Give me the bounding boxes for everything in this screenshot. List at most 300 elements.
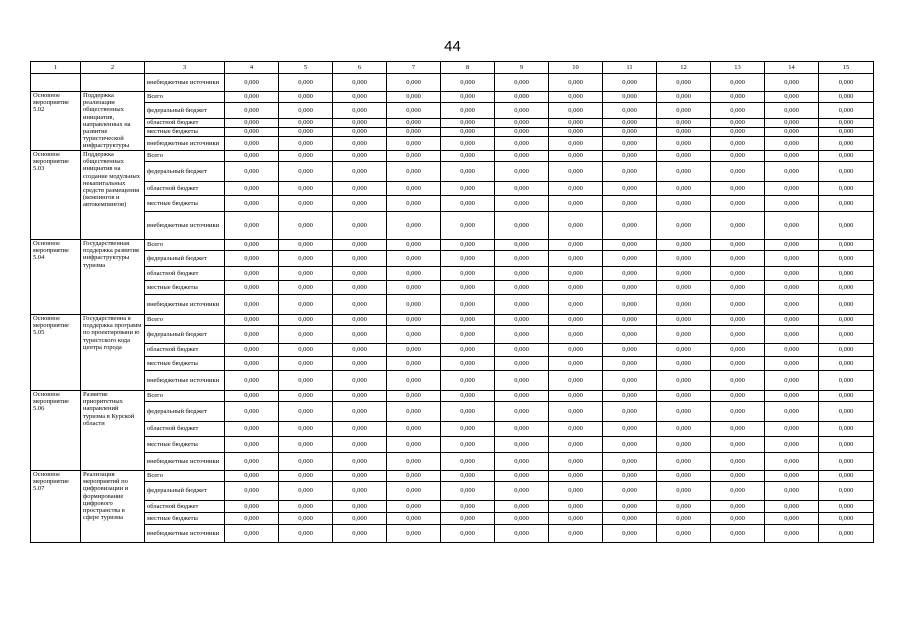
value-cell: 0,000	[819, 482, 874, 501]
value-cell: 0,000	[819, 357, 874, 371]
value-cell: 0,000	[765, 501, 819, 513]
value-cell: 0,000	[819, 103, 874, 119]
value-cell: 0,000	[657, 162, 711, 182]
value-cell: 0,000	[549, 212, 603, 240]
value-cell: 0,000	[819, 344, 874, 357]
value-cell: 0,000	[441, 471, 495, 482]
value-cell: 0,000	[711, 74, 765, 92]
column-header: 1	[31, 62, 81, 74]
continuation-code-cell	[31, 74, 81, 92]
value-cell: 0,000	[333, 212, 387, 240]
value-cell: 0,000	[333, 402, 387, 422]
value-cell: 0,000	[657, 103, 711, 119]
value-cell: 0,000	[387, 391, 441, 402]
value-cell: 0,000	[441, 212, 495, 240]
value-cell: 0,000	[819, 119, 874, 128]
value-cell: 0,000	[657, 137, 711, 151]
value-cell: 0,000	[819, 471, 874, 482]
value-cell: 0,000	[603, 196, 657, 212]
value-cell: 0,000	[603, 151, 657, 162]
value-cell: 0,000	[657, 315, 711, 326]
value-cell: 0,000	[657, 357, 711, 371]
funding-source-label: внебюджетные источники	[145, 525, 225, 543]
value-cell: 0,000	[279, 196, 333, 212]
table-row	[31, 162, 874, 182]
value-cell: 0,000	[279, 74, 333, 92]
table-row	[31, 196, 874, 212]
value-cell: 0,000	[441, 391, 495, 402]
table-row	[31, 326, 874, 344]
value-cell: 0,000	[387, 422, 441, 437]
table-row	[31, 422, 874, 437]
value-cell: 0,000	[657, 182, 711, 196]
value-cell: 0,000	[279, 295, 333, 315]
value-cell: 0,000	[711, 267, 765, 281]
value-cell: 0,000	[333, 453, 387, 471]
value-cell: 0,000	[603, 391, 657, 402]
value-cell: 0,000	[765, 92, 819, 103]
funding-source-label: Всего	[145, 151, 225, 162]
value-cell: 0,000	[657, 402, 711, 422]
funding-source-label: федеральный бюджет	[145, 402, 225, 422]
value-cell: 0,000	[279, 240, 333, 251]
table-row	[31, 295, 874, 315]
value-cell: 0,000	[819, 74, 874, 92]
value-cell: 0,000	[225, 371, 279, 391]
value-cell: 0,000	[441, 103, 495, 119]
value-cell: 0,000	[279, 326, 333, 344]
value-cell: 0,000	[657, 501, 711, 513]
value-cell: 0,000	[549, 128, 603, 137]
value-cell: 0,000	[711, 326, 765, 344]
value-cell: 0,000	[711, 295, 765, 315]
value-cell: 0,000	[495, 525, 549, 543]
value-cell: 0,000	[333, 137, 387, 151]
value-cell: 0,000	[819, 251, 874, 267]
table-row	[31, 137, 874, 151]
funding-source-label: областной бюджет	[145, 501, 225, 513]
value-cell: 0,000	[333, 371, 387, 391]
value-cell: 0,000	[549, 402, 603, 422]
value-cell: 0,000	[657, 151, 711, 162]
value-cell: 0,000	[603, 267, 657, 281]
value-cell: 0,000	[441, 344, 495, 357]
value-cell: 0,000	[387, 212, 441, 240]
funding-source-label: местные бюджеты	[145, 281, 225, 295]
value-cell: 0,000	[225, 182, 279, 196]
value-cell: 0,000	[225, 212, 279, 240]
value-cell: 0,000	[387, 240, 441, 251]
value-cell: 0,000	[819, 162, 874, 182]
value-cell: 0,000	[711, 92, 765, 103]
value-cell: 0,000	[225, 344, 279, 357]
value-cell: 0,000	[603, 371, 657, 391]
value-cell: 0,000	[495, 402, 549, 422]
value-cell: 0,000	[441, 128, 495, 137]
value-cell: 0,000	[765, 525, 819, 543]
value-cell: 0,000	[333, 344, 387, 357]
value-cell: 0,000	[549, 513, 603, 525]
value-cell: 0,000	[657, 453, 711, 471]
table-row	[31, 92, 874, 103]
value-cell: 0,000	[387, 281, 441, 295]
value-cell: 0,000	[549, 196, 603, 212]
table-row	[31, 128, 874, 137]
value-cell: 0,000	[765, 119, 819, 128]
table-row	[31, 315, 874, 326]
value-cell: 0,000	[603, 182, 657, 196]
value-cell: 0,000	[387, 513, 441, 525]
table-row	[31, 437, 874, 453]
value-cell: 0,000	[441, 357, 495, 371]
funding-source-label: внебюджетные источники	[145, 453, 225, 471]
funding-source-label: местные бюджеты	[145, 128, 225, 137]
value-cell: 0,000	[279, 92, 333, 103]
value-cell: 0,000	[603, 137, 657, 151]
value-cell: 0,000	[387, 162, 441, 182]
value-cell: 0,000	[549, 251, 603, 267]
value-cell: 0,000	[333, 196, 387, 212]
value-cell: 0,000	[387, 267, 441, 281]
value-cell: 0,000	[657, 525, 711, 543]
value-cell: 0,000	[765, 162, 819, 182]
value-cell: 0,000	[603, 482, 657, 501]
value-cell: 0,000	[495, 162, 549, 182]
value-cell: 0,000	[441, 453, 495, 471]
funding-source-label: Всего	[145, 471, 225, 482]
table-row	[31, 74, 874, 92]
value-cell: 0,000	[549, 162, 603, 182]
value-cell: 0,000	[279, 212, 333, 240]
column-header-row	[31, 62, 874, 74]
value-cell: 0,000	[495, 281, 549, 295]
value-cell: 0,000	[819, 267, 874, 281]
value-cell: 0,000	[225, 119, 279, 128]
value-cell: 0,000	[603, 240, 657, 251]
value-cell: 0,000	[657, 513, 711, 525]
value-cell: 0,000	[819, 501, 874, 513]
value-cell: 0,000	[225, 422, 279, 437]
value-cell: 0,000	[495, 295, 549, 315]
value-cell: 0,000	[819, 182, 874, 196]
value-cell: 0,000	[549, 119, 603, 128]
value-cell: 0,000	[819, 128, 874, 137]
value-cell: 0,000	[333, 471, 387, 482]
value-cell: 0,000	[765, 513, 819, 525]
value-cell: 0,000	[387, 344, 441, 357]
value-cell: 0,000	[333, 422, 387, 437]
value-cell: 0,000	[603, 128, 657, 137]
value-cell: 0,000	[657, 128, 711, 137]
value-cell: 0,000	[333, 92, 387, 103]
column-header: 2	[81, 62, 145, 74]
value-cell: 0,000	[387, 137, 441, 151]
value-cell: 0,000	[765, 371, 819, 391]
value-cell: 0,000	[495, 357, 549, 371]
value-cell: 0,000	[495, 251, 549, 267]
value-cell: 0,000	[819, 212, 874, 240]
value-cell: 0,000	[711, 281, 765, 295]
funding-source-label: местные бюджеты	[145, 437, 225, 453]
value-cell: 0,000	[387, 371, 441, 391]
value-cell: 0,000	[225, 196, 279, 212]
value-cell: 0,000	[279, 128, 333, 137]
value-cell: 0,000	[657, 281, 711, 295]
funding-source-label: внебюджетные источники	[145, 137, 225, 151]
column-header: 3	[145, 62, 225, 74]
value-cell: 0,000	[549, 471, 603, 482]
value-cell: 0,000	[711, 315, 765, 326]
funding-source-label: областной бюджет	[145, 119, 225, 128]
value-cell: 0,000	[333, 357, 387, 371]
measure-name: Поддержка реализации общественных инициатив, направленных на развитие туристической инфраструктуры	[81, 92, 145, 151]
value-cell: 0,000	[711, 344, 765, 357]
value-cell: 0,000	[279, 267, 333, 281]
column-header: 5	[279, 62, 333, 74]
value-cell: 0,000	[711, 103, 765, 119]
column-header: 13	[711, 62, 765, 74]
value-cell: 0,000	[495, 103, 549, 119]
funding-source-label: внебюджетные источники	[145, 371, 225, 391]
value-cell: 0,000	[279, 137, 333, 151]
value-cell: 0,000	[549, 267, 603, 281]
value-cell: 0,000	[549, 103, 603, 119]
value-cell: 0,000	[657, 251, 711, 267]
value-cell: 0,000	[765, 137, 819, 151]
value-cell: 0,000	[387, 74, 441, 92]
value-cell: 0,000	[495, 119, 549, 128]
value-cell: 0,000	[711, 182, 765, 196]
value-cell: 0,000	[657, 212, 711, 240]
column-header: 4	[225, 62, 279, 74]
value-cell: 0,000	[765, 391, 819, 402]
table-row	[31, 357, 874, 371]
value-cell: 0,000	[819, 391, 874, 402]
value-cell: 0,000	[387, 196, 441, 212]
value-cell: 0,000	[279, 151, 333, 162]
column-header: 15	[819, 62, 874, 74]
value-cell: 0,000	[819, 513, 874, 525]
value-cell: 0,000	[549, 482, 603, 501]
value-cell: 0,000	[819, 151, 874, 162]
value-cell: 0,000	[333, 119, 387, 128]
value-cell: 0,000	[441, 513, 495, 525]
table-row	[31, 182, 874, 196]
measure-name: Реализация мероприятий по цифровизации и формирование цифрового пространства в сфере туризма	[81, 471, 145, 543]
value-cell: 0,000	[279, 482, 333, 501]
column-header: 6	[333, 62, 387, 74]
value-cell: 0,000	[603, 471, 657, 482]
value-cell: 0,000	[765, 482, 819, 501]
value-cell: 0,000	[279, 525, 333, 543]
value-cell: 0,000	[441, 267, 495, 281]
value-cell: 0,000	[333, 281, 387, 295]
value-cell: 0,000	[495, 267, 549, 281]
value-cell: 0,000	[279, 251, 333, 267]
value-cell: 0,000	[387, 315, 441, 326]
value-cell: 0,000	[603, 501, 657, 513]
value-cell: 0,000	[711, 482, 765, 501]
table-row	[31, 281, 874, 295]
value-cell: 0,000	[387, 482, 441, 501]
value-cell: 0,000	[765, 295, 819, 315]
value-cell: 0,000	[765, 240, 819, 251]
value-cell: 0,000	[603, 251, 657, 267]
measure-name: Государственная поддержка развития инфраструктуры туризма	[81, 240, 145, 315]
value-cell: 0,000	[387, 251, 441, 267]
value-cell: 0,000	[603, 92, 657, 103]
value-cell: 0,000	[441, 74, 495, 92]
value-cell: 0,000	[657, 240, 711, 251]
value-cell: 0,000	[387, 402, 441, 422]
value-cell: 0,000	[333, 151, 387, 162]
table-row	[31, 251, 874, 267]
value-cell: 0,000	[549, 391, 603, 402]
value-cell: 0,000	[333, 251, 387, 267]
value-cell: 0,000	[603, 357, 657, 371]
value-cell: 0,000	[387, 92, 441, 103]
page-number: 44	[444, 38, 461, 55]
value-cell: 0,000	[387, 119, 441, 128]
value-cell: 0,000	[549, 326, 603, 344]
value-cell: 0,000	[819, 240, 874, 251]
value-cell: 0,000	[549, 437, 603, 453]
value-cell: 0,000	[333, 74, 387, 92]
value-cell: 0,000	[603, 513, 657, 525]
value-cell: 0,000	[495, 422, 549, 437]
measure-code: Основное мероприятие 5.07	[31, 471, 81, 543]
value-cell: 0,000	[441, 402, 495, 422]
value-cell: 0,000	[711, 453, 765, 471]
table-row	[31, 525, 874, 543]
value-cell: 0,000	[387, 453, 441, 471]
value-cell: 0,000	[441, 326, 495, 344]
value-cell: 0,000	[387, 295, 441, 315]
value-cell: 0,000	[549, 357, 603, 371]
funding-source-label: областной бюджет	[145, 422, 225, 437]
value-cell: 0,000	[279, 281, 333, 295]
table-row	[31, 212, 874, 240]
value-cell: 0,000	[711, 357, 765, 371]
value-cell: 0,000	[549, 453, 603, 471]
column-header: 7	[387, 62, 441, 74]
value-cell: 0,000	[711, 402, 765, 422]
value-cell: 0,000	[549, 501, 603, 513]
value-cell: 0,000	[441, 251, 495, 267]
value-cell: 0,000	[765, 402, 819, 422]
value-cell: 0,000	[765, 453, 819, 471]
value-cell: 0,000	[603, 453, 657, 471]
value-cell: 0,000	[279, 437, 333, 453]
measure-name: Поддержка общественных инициатив на создание модульных некапитальных средств размещения (кемпингов и автокемпингов)	[81, 151, 145, 240]
funding-source-label: местные бюджеты	[145, 513, 225, 525]
value-cell: 0,000	[765, 344, 819, 357]
value-cell: 0,000	[225, 281, 279, 295]
value-cell: 0,000	[387, 357, 441, 371]
value-cell: 0,000	[225, 471, 279, 482]
value-cell: 0,000	[819, 315, 874, 326]
value-cell: 0,000	[549, 315, 603, 326]
value-cell: 0,000	[657, 371, 711, 391]
value-cell: 0,000	[333, 267, 387, 281]
value-cell: 0,000	[495, 315, 549, 326]
value-cell: 0,000	[549, 240, 603, 251]
value-cell: 0,000	[225, 151, 279, 162]
column-header: 11	[603, 62, 657, 74]
funding-source-label: федеральный бюджет	[145, 326, 225, 344]
value-cell: 0,000	[819, 295, 874, 315]
column-header: 12	[657, 62, 711, 74]
table-row	[31, 119, 874, 128]
value-cell: 0,000	[225, 525, 279, 543]
table-row	[31, 482, 874, 501]
value-cell: 0,000	[279, 402, 333, 422]
value-cell: 0,000	[441, 196, 495, 212]
value-cell: 0,000	[765, 212, 819, 240]
value-cell: 0,000	[495, 182, 549, 196]
value-cell: 0,000	[711, 119, 765, 128]
value-cell: 0,000	[549, 182, 603, 196]
value-cell: 0,000	[711, 196, 765, 212]
funding-source-label: федеральный бюджет	[145, 162, 225, 182]
value-cell: 0,000	[225, 513, 279, 525]
value-cell: 0,000	[711, 151, 765, 162]
value-cell: 0,000	[765, 281, 819, 295]
value-cell: 0,000	[495, 74, 549, 92]
value-cell: 0,000	[819, 453, 874, 471]
value-cell: 0,000	[441, 240, 495, 251]
value-cell: 0,000	[657, 326, 711, 344]
measure-code: Основное мероприятие 5.03	[31, 151, 81, 240]
value-cell: 0,000	[603, 103, 657, 119]
value-cell: 0,000	[225, 391, 279, 402]
funding-source-label: федеральный бюджет	[145, 482, 225, 501]
value-cell: 0,000	[549, 74, 603, 92]
table-row	[31, 453, 874, 471]
budget-table	[30, 61, 874, 543]
value-cell: 0,000	[441, 422, 495, 437]
measure-code: Основное мероприятие 5.06	[31, 391, 81, 471]
funding-source-label: местные бюджеты	[145, 196, 225, 212]
value-cell: 0,000	[333, 182, 387, 196]
value-cell: 0,000	[765, 251, 819, 267]
column-header: 9	[495, 62, 549, 74]
value-cell: 0,000	[495, 501, 549, 513]
value-cell: 0,000	[603, 281, 657, 295]
value-cell: 0,000	[441, 295, 495, 315]
value-cell: 0,000	[603, 119, 657, 128]
value-cell: 0,000	[279, 182, 333, 196]
value-cell: 0,000	[495, 344, 549, 357]
value-cell: 0,000	[333, 437, 387, 453]
measure-code: Основное мероприятие 5.04	[31, 240, 81, 315]
value-cell: 0,000	[333, 128, 387, 137]
value-cell: 0,000	[603, 315, 657, 326]
value-cell: 0,000	[603, 422, 657, 437]
value-cell: 0,000	[495, 391, 549, 402]
value-cell: 0,000	[279, 422, 333, 437]
value-cell: 0,000	[495, 240, 549, 251]
value-cell: 0,000	[603, 162, 657, 182]
value-cell: 0,000	[225, 437, 279, 453]
value-cell: 0,000	[225, 240, 279, 251]
table-row	[31, 391, 874, 402]
value-cell: 0,000	[711, 251, 765, 267]
value-cell: 0,000	[279, 371, 333, 391]
value-cell: 0,000	[333, 240, 387, 251]
value-cell: 0,000	[225, 482, 279, 501]
table-row	[31, 513, 874, 525]
